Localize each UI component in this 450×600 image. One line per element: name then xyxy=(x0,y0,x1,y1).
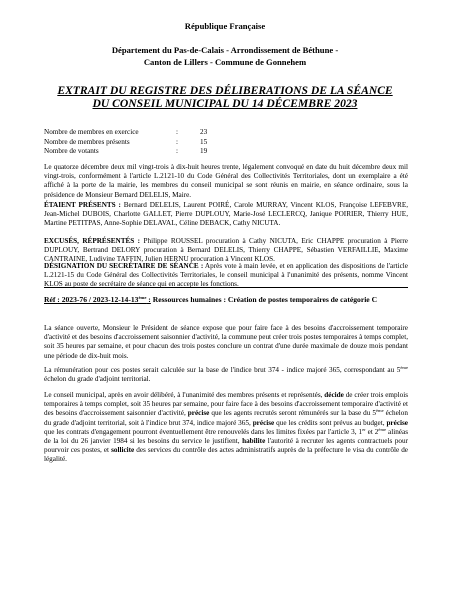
department-line-2: Canton de Lillers - Commune de Gonnehem xyxy=(143,57,307,67)
deliberation-reference xyxy=(44,295,408,305)
convocation-text: Le quatorze décembre deux mil vingt-trois à dix-huit heures trente, légalement convoqué en date du huit décembre deux mil vingt-trois, conformément à l'article L.2121-10 du Code Général des Collectivités Territoriales, dont un exemplaire a été affiché à la porte de la mairie, les membres du conseil municipal se sont réunis en mairie, en séance ordinaire, sous la présidence de Monsieur Bernard DELELIS, Maire. xyxy=(44,163,408,199)
count-separator: : xyxy=(176,137,178,146)
count-label: Nombre de membres en exercice xyxy=(44,128,139,136)
title-line-1: EXTRAIT DU REGISTRE DES DÉLIBERATIONS DE LA SÉANCE xyxy=(57,84,393,97)
count-value: 23 xyxy=(200,128,208,136)
decision-text: que les crédits sont prévus au budget, xyxy=(274,418,387,427)
member-counts xyxy=(44,128,220,157)
exposition-paragraph xyxy=(44,324,408,361)
decision-text: des services du contrôle des actes administratifs auprès de la préfecture le visa du contrôle de légalité. xyxy=(44,446,408,464)
decision-text: de créer trois emplois temporaires à temps complet, soit 35 heures par semaine, pour faire face à des besoins d'accroissement temporaire d'activité et des besoins d'accroissement saisonnier d'activité, xyxy=(44,391,408,418)
precise-keyword: précise xyxy=(187,409,210,418)
excuses-paragraph xyxy=(44,237,408,265)
secretaire-text: Après vote à main levée, et en application des dispositions de l'article L.2121-15 du Code Général des Collectivités Territoriales, le conseil municipal à l'unanimité des présents, nomme Vincent KLOS au poste de secrétaire de séance qui en accepte les fonctions. xyxy=(44,262,408,289)
count-separator: : xyxy=(176,128,178,136)
decision-text: échelon du grade d'adjoint territorial, soit à l'indice brut 374, indice majoré 365, xyxy=(44,409,408,427)
section-divider xyxy=(44,287,408,288)
count-row-presents xyxy=(44,138,220,148)
count-value: 15 xyxy=(200,137,208,146)
remuneration-sup: ème xyxy=(400,365,408,370)
presents-text: Bernard DELELIS, Laurent POIRÉ, Carole MURRAY, Vincent KLOS, Françoise LEFEBVRE, Jean-Michel DUBOIS, Charlotte GALLET, Pierre DUPLOUY, Marie-José LECLERCQ, Janique POIRIER, Thierry HUE, Martine PETITPAS, Anne-Sophie DELAVAL, Céline DEBACK, Cathy NICUTA. xyxy=(44,201,409,228)
count-value: 19 xyxy=(200,147,208,156)
exposition-text: La séance ouverte, Monsieur le Président de séance expose que pour faire face à des besoins d'accroissement temporaire d'activité et des besoins d'accroissement saisonnier d'activité, la commune peut créer trois postes temporaires à temps complet, soit 35 heures par semaine, et pour chacun des trois postes conclure un contrat d'une durée maximale de douze mois pendant une période de dix-huit mois. xyxy=(44,324,408,360)
secretaire-label: DÉSIGNATION DU SECRÉTAIRE DE SÉANCE : xyxy=(44,262,204,270)
habilite-keyword: habilite xyxy=(242,437,266,446)
precise-keyword: précise xyxy=(386,418,408,427)
decision-sup: er xyxy=(362,426,366,432)
decision-sup: ème xyxy=(375,408,384,414)
decision-text: l'autorité à recruter les agents contractuels pour pourvoir ces postes, et xyxy=(44,437,408,455)
republic-heading: République Française xyxy=(184,21,266,31)
remuneration-paragraph xyxy=(44,366,408,384)
remuneration-text: La rémunération pour ces postes serait calculée sur la base de l'indice brut 374 - indice majoré 365, correspondant au 5 xyxy=(44,366,401,374)
department-line-1: Département du Pas-de-Calais - Arrondissement de Béthune - xyxy=(111,45,339,55)
presents-paragraph xyxy=(44,201,408,229)
count-row-exercice xyxy=(44,128,220,138)
precise-keyword: précise xyxy=(252,418,275,427)
title-line-2: DU CONSEIL MUNICIPAL DU 14 DÉCEMBRE 2023 xyxy=(92,97,358,110)
department-heading xyxy=(0,44,450,68)
decision-text: et 2 xyxy=(365,427,379,436)
decision-text: que les contrats d'engagement pourront éventuellement être renouvelés dans les limites fixées par l'article 3, 1 xyxy=(44,427,363,436)
decision-sup: ème xyxy=(378,426,387,432)
remuneration-text-end: échelon du grade d'adjoint territorial. xyxy=(44,375,151,384)
count-row-votants xyxy=(44,147,220,157)
secretaire-paragraph xyxy=(44,262,408,290)
decide-keyword: décide xyxy=(324,391,344,399)
count-label: Nombre de votants xyxy=(44,147,99,156)
decision-text: alinéas de la loi du 26 janvier 1984 si les besoins du service le justifient, xyxy=(44,427,408,446)
decision-text: Le conseil municipal, après en avoir délibéré, à l'unanimité des membres présents et représentés, xyxy=(44,391,325,399)
count-label: Nombre de membres présents xyxy=(44,137,130,146)
reference-subject: Ressources humaines : Création de postes temporaires de catégorie C xyxy=(150,295,378,304)
excuses-text: Philippe ROUSSEL procuration à Cathy NICUTA, Eric CHAPPE procuration à Pierre DUPLOUY, Bertrand DELORY procuration à Bernard DELELIS, Thierry CHAPPE, Sébastien VERFAILLIE, Maxime CANTRAINE, Ludivine TAFFIN, Julien HERNU procuration à Vincent KLOS. xyxy=(44,237,408,264)
count-separator: : xyxy=(176,147,178,156)
reference-label: Réf : 2023-76 / 2023-12-14-13 xyxy=(44,295,139,304)
sollicite-keyword: sollicite xyxy=(111,446,135,455)
decision-paragraph xyxy=(44,391,408,465)
reference-colon: : xyxy=(146,295,151,304)
document-title xyxy=(0,84,450,110)
presents-label: ÉTAIENT PRÉSENTS : xyxy=(44,201,121,209)
convocation-paragraph xyxy=(44,163,408,200)
excuses-label: EXCUSÉS, RÉPRÉSENTÉS : xyxy=(44,237,141,245)
reference-number xyxy=(44,295,151,304)
reference-sup: ème xyxy=(138,295,147,300)
decision-text: que les agents recrutés seront rémunérés sur la base du 5 xyxy=(209,409,376,418)
